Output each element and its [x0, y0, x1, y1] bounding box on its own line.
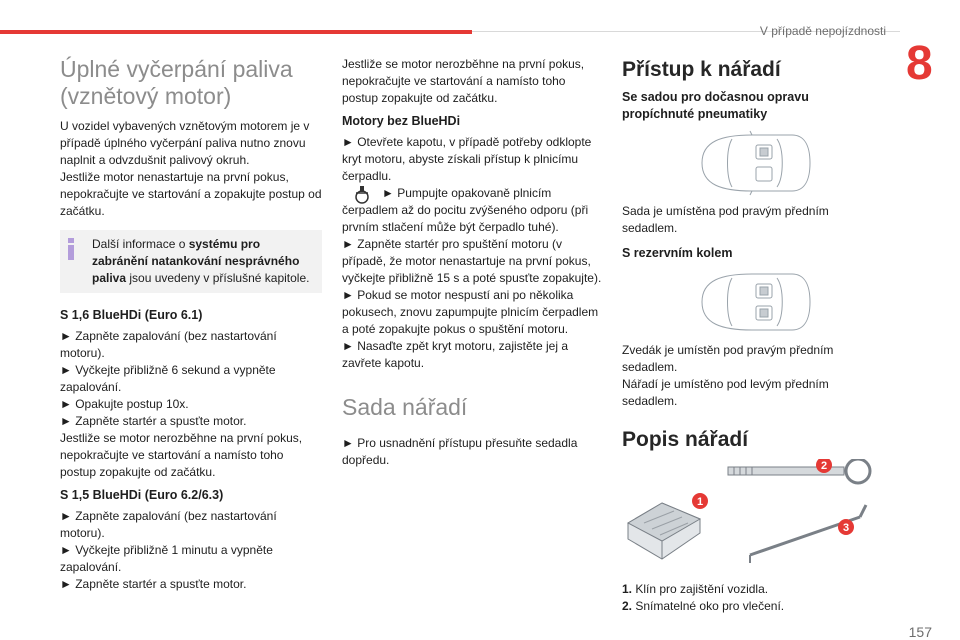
pump-icon [352, 185, 372, 205]
spare-text-2: Nářadí je umístěno pod levým předním sedadlem. [622, 377, 829, 408]
info-text-bold: systému pro zabránění natankování nesprávného paliva [92, 237, 300, 285]
step-line: ► Nasaďte zpět kryt motoru, zajistěte jej a zavřete kapotu. [342, 339, 569, 370]
column-1 [60, 56, 322, 593]
pump-step [342, 185, 604, 236]
svg-text:2: 2 [820, 460, 828, 472]
column-2 [342, 56, 604, 469]
subsection-title-no-bluehdi: Motory bez BlueHDi [342, 114, 461, 128]
car-top-view-spare-illustration [622, 262, 880, 342]
step-line: ► Zapněte zapalování (bez nastartování motoru). [60, 509, 277, 540]
subsection-title-16: S 1,6 BlueHDi (Euro 6.1) [60, 308, 203, 322]
section-title-access: Přístup k nářadí [622, 58, 781, 81]
restart-note: Jestliže se motor nerozběhne na první pokus, nepokračujte ve startování a namísto toho postup zopakujte od začátku. [342, 57, 585, 105]
chapter-number: 8 [906, 37, 933, 90]
step-line: ► Pumpujte opakovaně plnicím čerpadlem až do pocitu zvýšeného odporu (při prvním stlačení může být čerpadlo tuhé). [342, 186, 589, 234]
step-line: ► Zapněte zapalování (bez nastartování motoru). [60, 329, 277, 360]
step-line: ► Vyčkejte přibližně 6 sekund a vypněte zapalování. [60, 363, 276, 394]
section-title-fuel: Úplné vyčerpání paliva (vznětový motor) [60, 56, 293, 109]
step-line: ► Otevřete kapotu, v případě potřeby odklopte kryt motoru, abyste získali přístup k plnicímu čerpadlu. [342, 135, 592, 183]
section-title-tools: Sada nářadí [342, 394, 468, 420]
legend-item: 1. Klín pro zajištění vozidla. [622, 582, 769, 596]
section-title-tools-desc: Popis nářadí [622, 428, 749, 451]
callout-3 [838, 519, 854, 535]
step-line: ► Zapněte startér a spusťte motor. [60, 414, 247, 428]
info-text-prefix: Další informace o [92, 237, 189, 251]
kit-text: Sada je umístěna pod pravým předním sedadlem. [622, 204, 829, 235]
svg-text:3: 3 [842, 522, 850, 534]
spare-text-1: Zvedák je umístěn pod pravým předním sedadlem. [622, 343, 834, 374]
step-line: ► Zapněte startér a spusťte motor. [60, 577, 247, 591]
page-number: 157 [908, 624, 932, 640]
column-3 [622, 56, 880, 615]
info-box [60, 230, 322, 293]
header-accent-bar [0, 30, 472, 34]
step-line: ► Zapněte startér pro spuštění motoru (v případě, že motor nenastartuje na první pokus, vyčkejte přibližně 15 s a poté spusťte zopakujte). [342, 237, 602, 285]
step-line: ► Opakujte postup 10x. [60, 397, 189, 411]
step-line: ► Pokud se motor nespustí ani po několika pokusech, znovu zapumpujte plnicím čerpadlem a poté zopakujte pokus o spuštění motoru. [342, 288, 599, 336]
svg-text:1: 1 [696, 496, 704, 508]
callout-1 [692, 493, 708, 509]
legend-item: 2. Snímatelné oko pro vlečení. [622, 599, 785, 613]
step-line: Jestliže se motor nerozběhne na první pokus, nepokračujte ve startování a namísto toho postup zopakujte od začátku. [60, 431, 303, 479]
step-line: ► Vyčkejte přibližně 1 minutu a vypněte zapalování. [60, 543, 273, 574]
tools-illustration [622, 459, 880, 577]
running-head: V případě nepojízdnosti [759, 24, 886, 38]
car-top-view-kit-illustration [622, 123, 880, 203]
wheel-chock-icon [628, 503, 700, 559]
kit-title: Se sadou pro dočasnou opravu propíchnuté pneumatiky [622, 90, 809, 121]
info-text-suffix: jsou uvedeny v příslušné kapitole. [126, 271, 310, 285]
towing-eye-icon [728, 459, 870, 483]
spare-title: S rezervním kolem [622, 246, 733, 260]
info-icon [66, 238, 76, 260]
fuel-intro: U vozidel vybavených vznětovým motorem je v případě úplného vyčerpání paliva nutno znovu naplnit a odvzdušnit palivový okruh. [60, 119, 310, 167]
tools-text: ► Pro usnadnění přístupu přesuňte sedadla dopředu. [342, 436, 578, 467]
subsection-title-15: S 1,5 BlueHDi (Euro 6.2/6.3) [60, 488, 224, 502]
fuel-intro-2: Jestliže motor nenastartuje na první pokus, nepokračujte ve startování a zopakujte postup od začátku. [60, 170, 322, 218]
